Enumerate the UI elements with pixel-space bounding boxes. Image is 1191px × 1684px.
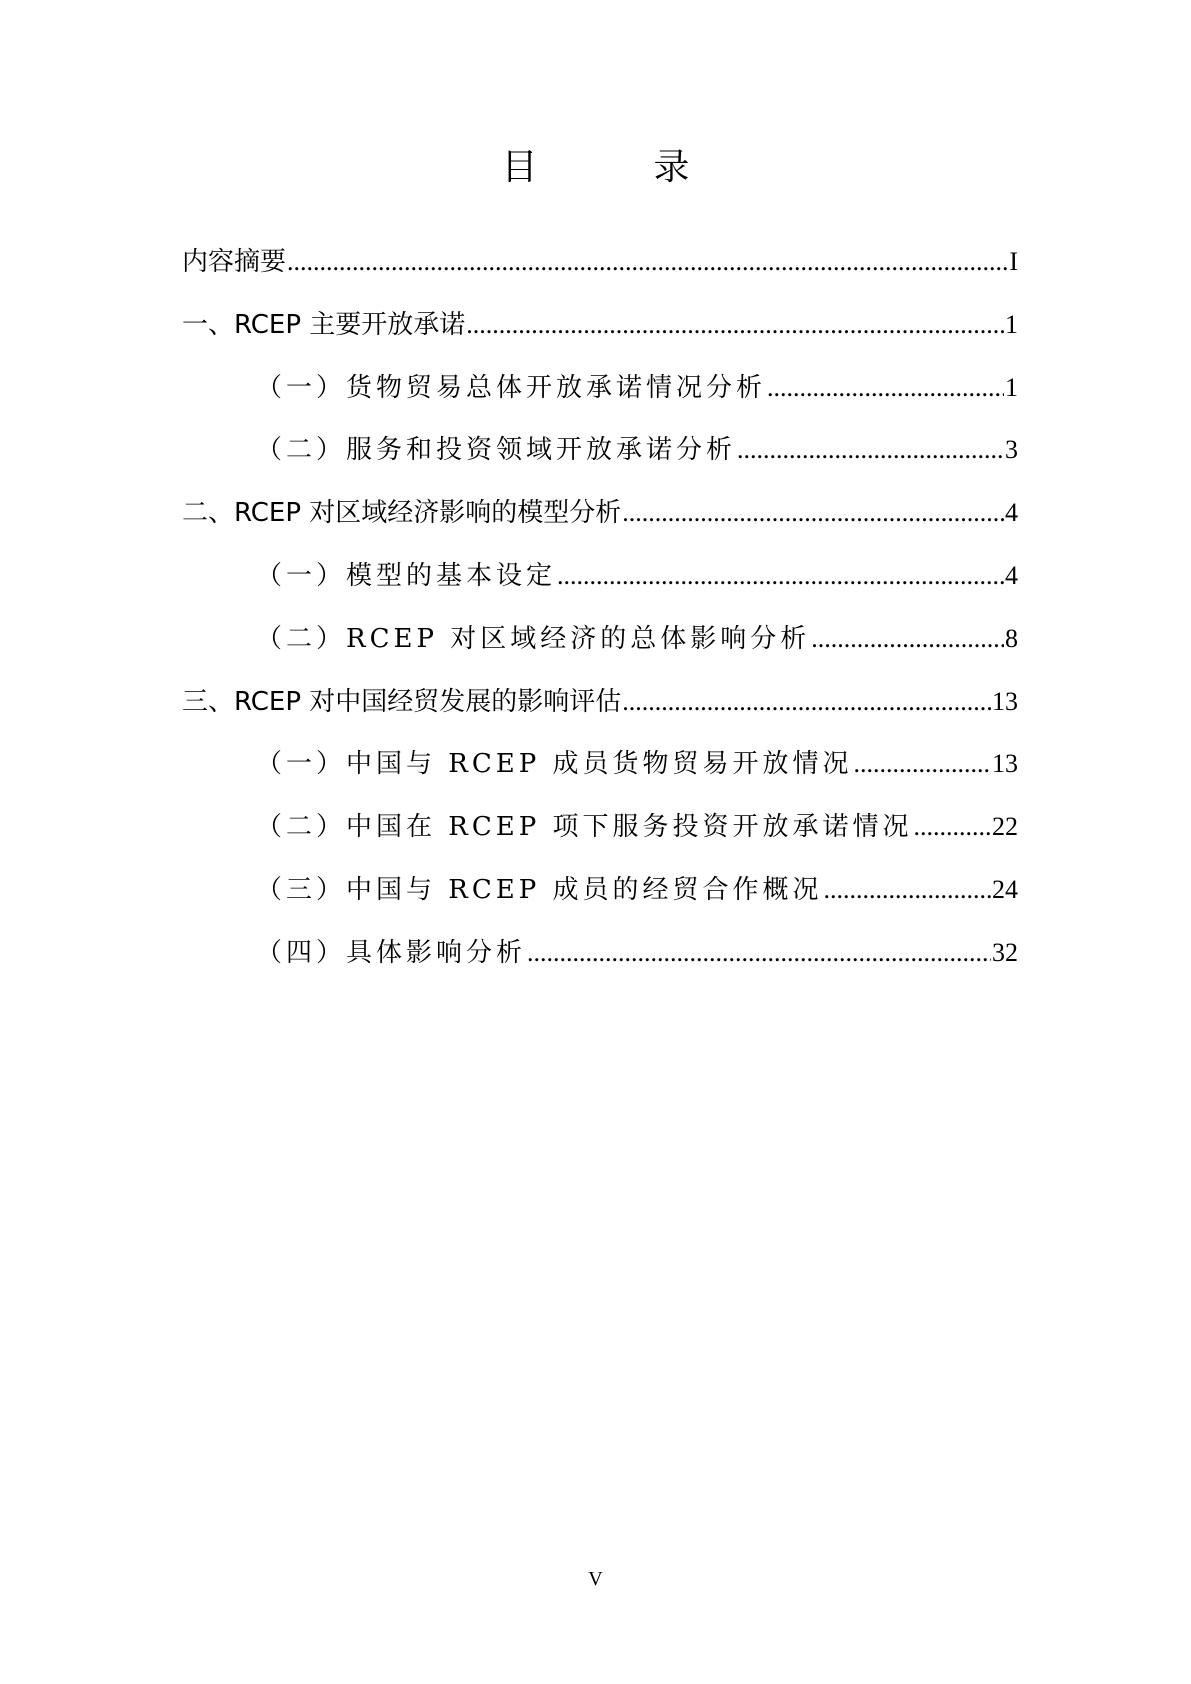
toc-entry-page: 22 (992, 812, 1018, 842)
toc-entry[interactable] (182, 370, 1018, 433)
toc-entry[interactable] (182, 558, 1018, 621)
toc-entry-page: 4 (1005, 560, 1018, 590)
toc-entry-text: （三）中国与 RCEP 成员的经贸合作概况 (256, 874, 823, 905)
toc-leader-dots (622, 684, 991, 720)
toc-entry[interactable] (182, 809, 1018, 872)
toc-leader-dots (767, 370, 1004, 406)
toc-entry-page: 1 (1005, 309, 1018, 339)
toc-entry[interactable] (182, 684, 1018, 747)
toc-entry[interactable] (182, 746, 1018, 809)
page-number: V (588, 1568, 603, 1590)
toc-entry-page: 8 (1005, 623, 1018, 653)
toc-entry-text: 二、RCEP 对区域经济影响的模型分析 (182, 498, 622, 529)
toc-entry-text: 内容摘要 (182, 247, 287, 277)
toc-leader-dots (853, 746, 991, 782)
toc-entry-text: （二）中国在 RCEP 项下服务投资开放承诺情况 (256, 812, 913, 843)
toc-entry[interactable] (182, 935, 1018, 998)
toc-entry-page: 13 (992, 686, 1018, 716)
toc-entry[interactable] (182, 872, 1018, 935)
page-title: 目 录 (501, 147, 730, 188)
toc-entry-page: 24 (992, 874, 1018, 904)
toc-entry-text: 一、RCEP 主要开放承诺 (182, 309, 466, 340)
toc-entry-page: 32 (992, 937, 1018, 967)
toc-entry-page: 3 (1005, 435, 1018, 465)
toc-entry[interactable] (182, 495, 1018, 558)
toc-entry-text: （二）RCEP 对区域经济的总体影响分析 (256, 623, 811, 654)
toc-leader-dots (913, 809, 991, 845)
toc-leader-dots (527, 935, 991, 971)
toc-entry-text: （一）货物贸易总体开放承诺情况分析 (256, 372, 767, 403)
toc-entry[interactable] (182, 307, 1018, 370)
toc-entry-text: （一）中国与 RCEP 成员货物贸易开放情况 (256, 749, 853, 780)
toc-entry-text: 三、RCEP 对中国经贸发展的影响评估 (182, 686, 622, 717)
toc-leader-dots (466, 307, 1004, 343)
toc-leader-dots (287, 244, 1008, 280)
toc-leader-dots (737, 432, 1004, 468)
toc-entry-page: I (1009, 247, 1018, 276)
toc-entry-text: （一）模型的基本设定 (256, 560, 557, 591)
toc-leader-dots (557, 558, 1004, 594)
toc-leader-dots (823, 872, 991, 908)
table-of-contents (182, 244, 1018, 998)
toc-entry-page: 1 (1005, 372, 1018, 402)
toc-entry-page: 13 (992, 749, 1018, 779)
toc-entry[interactable] (182, 621, 1018, 684)
toc-entry[interactable] (182, 244, 1018, 307)
toc-leader-dots (811, 621, 1004, 657)
toc-entry-text: （二）服务和投资领域开放承诺分析 (256, 435, 737, 466)
toc-entry-page: 4 (1005, 498, 1018, 528)
toc-leader-dots (622, 495, 1004, 531)
toc-entry-text: （四）具体影响分析 (256, 937, 527, 968)
toc-entry[interactable] (182, 432, 1018, 495)
